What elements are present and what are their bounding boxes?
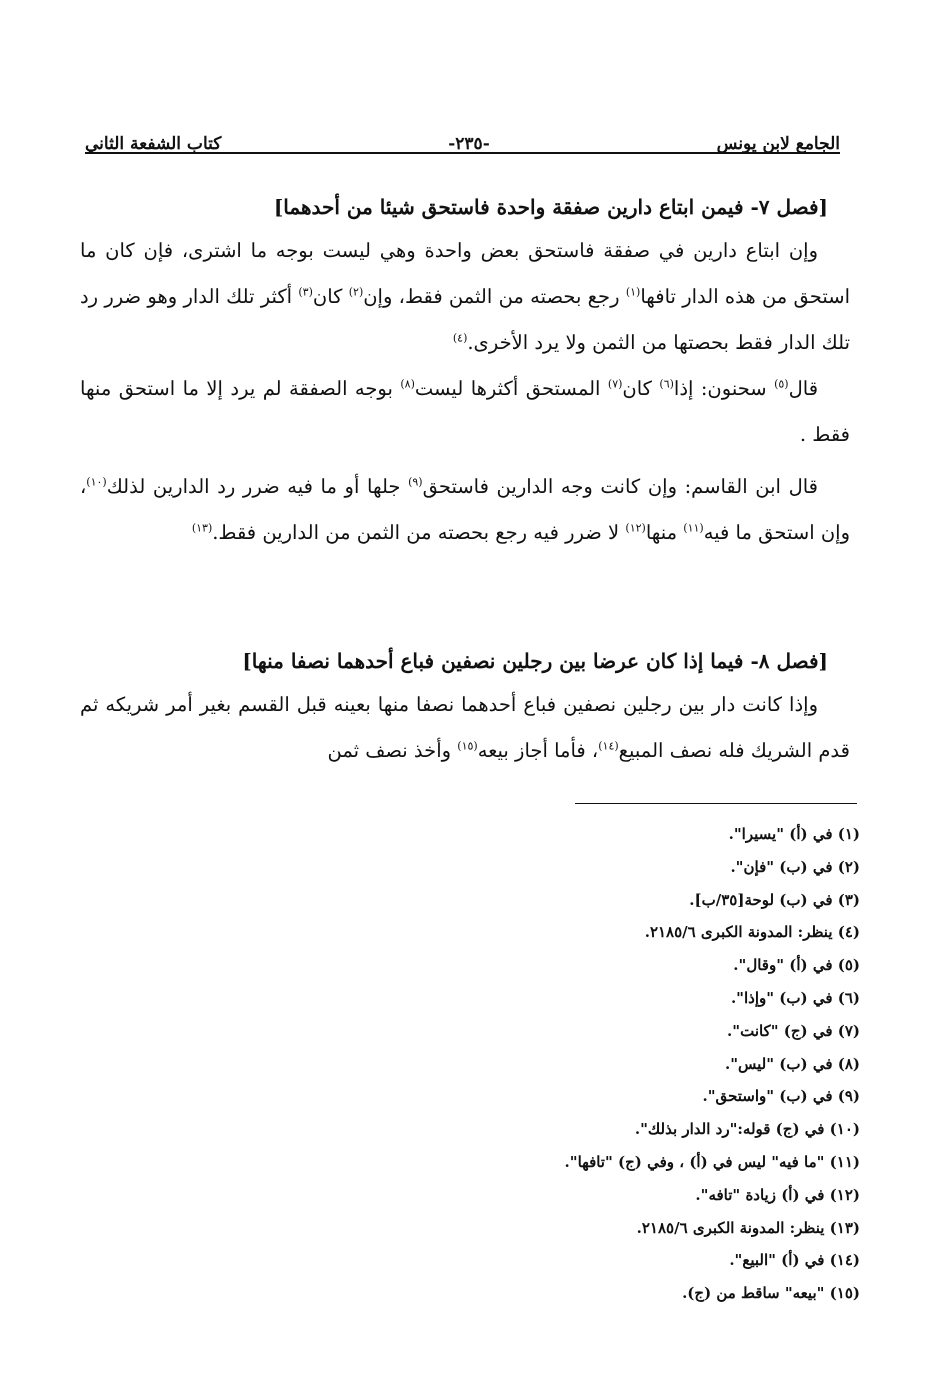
footnote: (١١) "ما فيه" ليس في (أ) ، وفي (ج) "تافها". <box>564 1152 860 1171</box>
footnote-ref[interactable]: (١٣) <box>191 521 213 535</box>
footnote: (١٣) ينظر: المدونة الكبرى ٢١٨٥/٦. <box>636 1218 860 1237</box>
footnote-ref[interactable]: (١١) <box>683 521 704 535</box>
footnote: (٧) في (ج) "كانت". <box>727 1021 860 1040</box>
header-rule <box>85 152 840 154</box>
section-8-heading: [فصل ٨- فيما إذا كان عرضا بين رجلين نصفين فباع أحدهما نصفا منها] <box>242 649 828 673</box>
section-7 <box>80 186 850 556</box>
running-header <box>85 124 840 154</box>
footnote-ref[interactable]: (١) <box>625 285 641 299</box>
footnote: (٨) في (ب) "ليس". <box>725 1054 860 1073</box>
footnote: (٣) في (ب) لوحة[٣٥/ب]. <box>689 890 860 909</box>
footnote: (٦) في (ب) "وإذا". <box>730 988 860 1007</box>
paragraph-3: قال ابن القاسم: وإن كانت وجه الدارين فاستحق$^{(٩)}$ جلها أو ما فيه ضرر رد الدارين لذلك$^{(١٠)}$، وإن استحق ما فيه$^{(١١)}$ منها$^{(١٢)}$ لا ضرر فيه رجع بحصته من الثمن من الدارين فقط.$^{(١٣)}$ <box>80 475 850 544</box>
footnote: (٢) في (ب) "فإن". <box>730 857 860 876</box>
page-number: -٢٣٥- <box>448 134 490 154</box>
footnote-ref[interactable]: (٥) <box>774 377 789 391</box>
footnote: (١٥) "بيعه" ساقط من (ج). <box>682 1284 860 1303</box>
footnote: (٤) ينظر: المدونة الكبرى ٢١٨٥/٦. <box>644 923 860 942</box>
footnote-ref[interactable]: (٩) <box>408 475 423 489</box>
footnote-separator <box>575 803 857 804</box>
footnote-ref[interactable]: (٣) <box>298 285 313 299</box>
footnote: (١٤) في (أ) "البيع". <box>729 1251 860 1270</box>
footnote: (١) في (أ) "يسيرا". <box>728 825 860 843</box>
footnote: (٥) في (أ) "وقال". <box>733 956 860 975</box>
footnote-ref[interactable]: (١٢) <box>625 521 646 535</box>
footnote-ref[interactable]: (٦) <box>659 377 674 391</box>
header-work-title: الجامع لابن يونس <box>716 134 840 154</box>
footnote-ref[interactable]: (٨) <box>400 377 415 391</box>
footnote-ref[interactable]: (٢) <box>348 285 364 299</box>
header-book-title: كتاب الشفعة الثاني <box>85 134 222 154</box>
footnote-ref[interactable]: (١٤) <box>598 739 619 753</box>
footnote-ref[interactable]: (٤) <box>452 331 468 345</box>
footnote: (١٠) في (ج) قوله:"رد الدار بذلك". <box>634 1120 860 1139</box>
paragraph-2: قال$^{(٥)}$ سحنون: إذا$^{(٦)}$ كان$^{(٧)}$ المستحق أكثرها ليست$^{(٨)}$ بوجه الصفقة لم يرد إلا ما استحق منها فقط . <box>80 377 850 446</box>
footnotes <box>300 818 860 1310</box>
footnote: (١٢) في (أ) زيادة "تافه". <box>695 1185 860 1204</box>
section-8 <box>80 640 850 774</box>
footnote-ref[interactable]: (١٥) <box>457 739 478 753</box>
footnote-ref[interactable]: (١٠) <box>86 475 107 489</box>
paragraph-4: وإذا كانت دار بين رجلين نصفين فباع أحدهما نصفا منها بعينه قبل القسم بغير أمر شريكه ثم قدم الشريك فله نصف المبيع$^{(١٤)}$، فأما أجاز بيعه$^{(١٥)}$ وأخذ نصف ثمن <box>80 693 850 762</box>
section-7-heading: [فصل ٧- فيمن ابتاع دارين صفقة واحدة فاستحق شيئا من أحدهما] <box>273 195 828 219</box>
footnote-ref[interactable]: (٧) <box>607 377 623 391</box>
footnote: (٩) في (ب) "واستحق". <box>702 1087 860 1106</box>
paragraph-1: وإن ابتاع دارين في صفقة فاستحق بعض واحدة وهي ليست بوجه ما اشترى، فإن كان ما استحق من هذه الدار تافها$^{(١)}$ رجع بحصته من الثمن فقط، وإن$^{(٢)}$ كان$^{(٣)}$ أكثر تلك الدار وهو ضرر رد تلك الدار فقط بحصتها من الثمن ولا يرد الأخرى.$^{(٤)}$ <box>80 239 851 354</box>
